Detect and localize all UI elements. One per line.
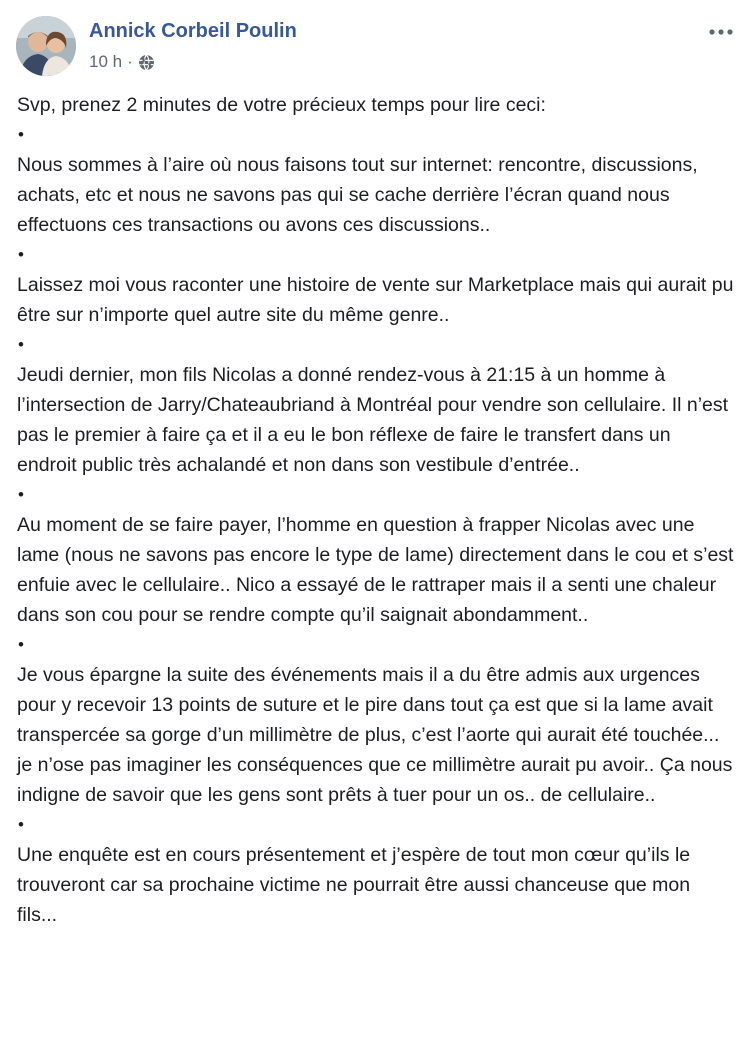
author-avatar[interactable] <box>16 16 76 76</box>
post-paragraph: Nous sommes à l’aire où nous faisons tout sur internet: rencontre, discussions, achats, etc et nous ne savons pas qui se cache derrière l’écran quand nous effectuons ces transactions ou avons ces discussions.. <box>17 154 698 236</box>
more-options-icon[interactable] <box>706 22 736 42</box>
bullet-separator: • <box>18 245 24 264</box>
post-paragraph: Laissez moi vous raconter une histoire de vente sur Marketplace mais qui aurait pu être sur n’importe quel autre site du même genre.. <box>17 274 734 326</box>
post-meta <box>89 52 155 72</box>
post-timestamp-link[interactable]: 10 h <box>89 52 123 71</box>
post-paragraph: Svp, prenez 2 minutes de votre précieux temps pour lire ceci: <box>17 94 546 116</box>
author-name-link[interactable]: Annick Corbeil Poulin <box>89 20 297 42</box>
meta-separator: · <box>127 52 133 71</box>
post-paragraph: Au moment de se faire payer, l’homme en question à frapper Nicolas avec une lame (nous ne savons pas encore le type de lame) directement dans le cou et s’est enfuie avec le cellulaire.. Nico a essayé de le rattraper mais il a senti une chaleur dans son cou pour se rendre compte qu’il saignait abondamment.. <box>17 514 734 626</box>
post-paragraph: Jeudi dernier, mon fils Nicolas a donné rendez-vous à 21:15 à un homme à l’intersection de Jarry/Chateaubriand à Montréal pour vendre son cellulaire. Il n’est pas le premier à faire ça et il a eu le bon réflexe de faire le transfert dans un endroit public très achalandé et non dans son vestibule d’entrée.. <box>17 364 729 476</box>
globe-icon[interactable] <box>138 54 155 71</box>
bullet-separator: • <box>18 485 24 504</box>
bullet-separator: • <box>18 815 24 834</box>
avatar-photo-icon <box>16 16 76 76</box>
post-paragraph: Une enquête est en cours présentement et j’espère de tout mon cœur qu’ils le trouveront car sa prochaine victime ne pourrait être aussi chanceuse que mon fils... <box>17 844 691 926</box>
post-header <box>16 14 736 80</box>
post-paragraph: Je vous épargne la suite des événements mais il a du être admis aux urgences pour y recevoir 13 points de suture et le pire dans tout ça est que si la lame avait transpercée sa gorge d’un millimètre de plus, c’est l’aorte qui aurait été touchée... je n’ose pas imaginer les conséquences que ce millimètre aurait pu avoir.. Ça nous indigne de savoir que les gens sont prêts à tuer pour un os.. de cellulaire.. <box>17 664 733 806</box>
bullet-separator: • <box>18 635 24 654</box>
bullet-separator: • <box>18 335 24 354</box>
post-body <box>17 90 735 930</box>
bullet-separator: • <box>18 125 24 144</box>
